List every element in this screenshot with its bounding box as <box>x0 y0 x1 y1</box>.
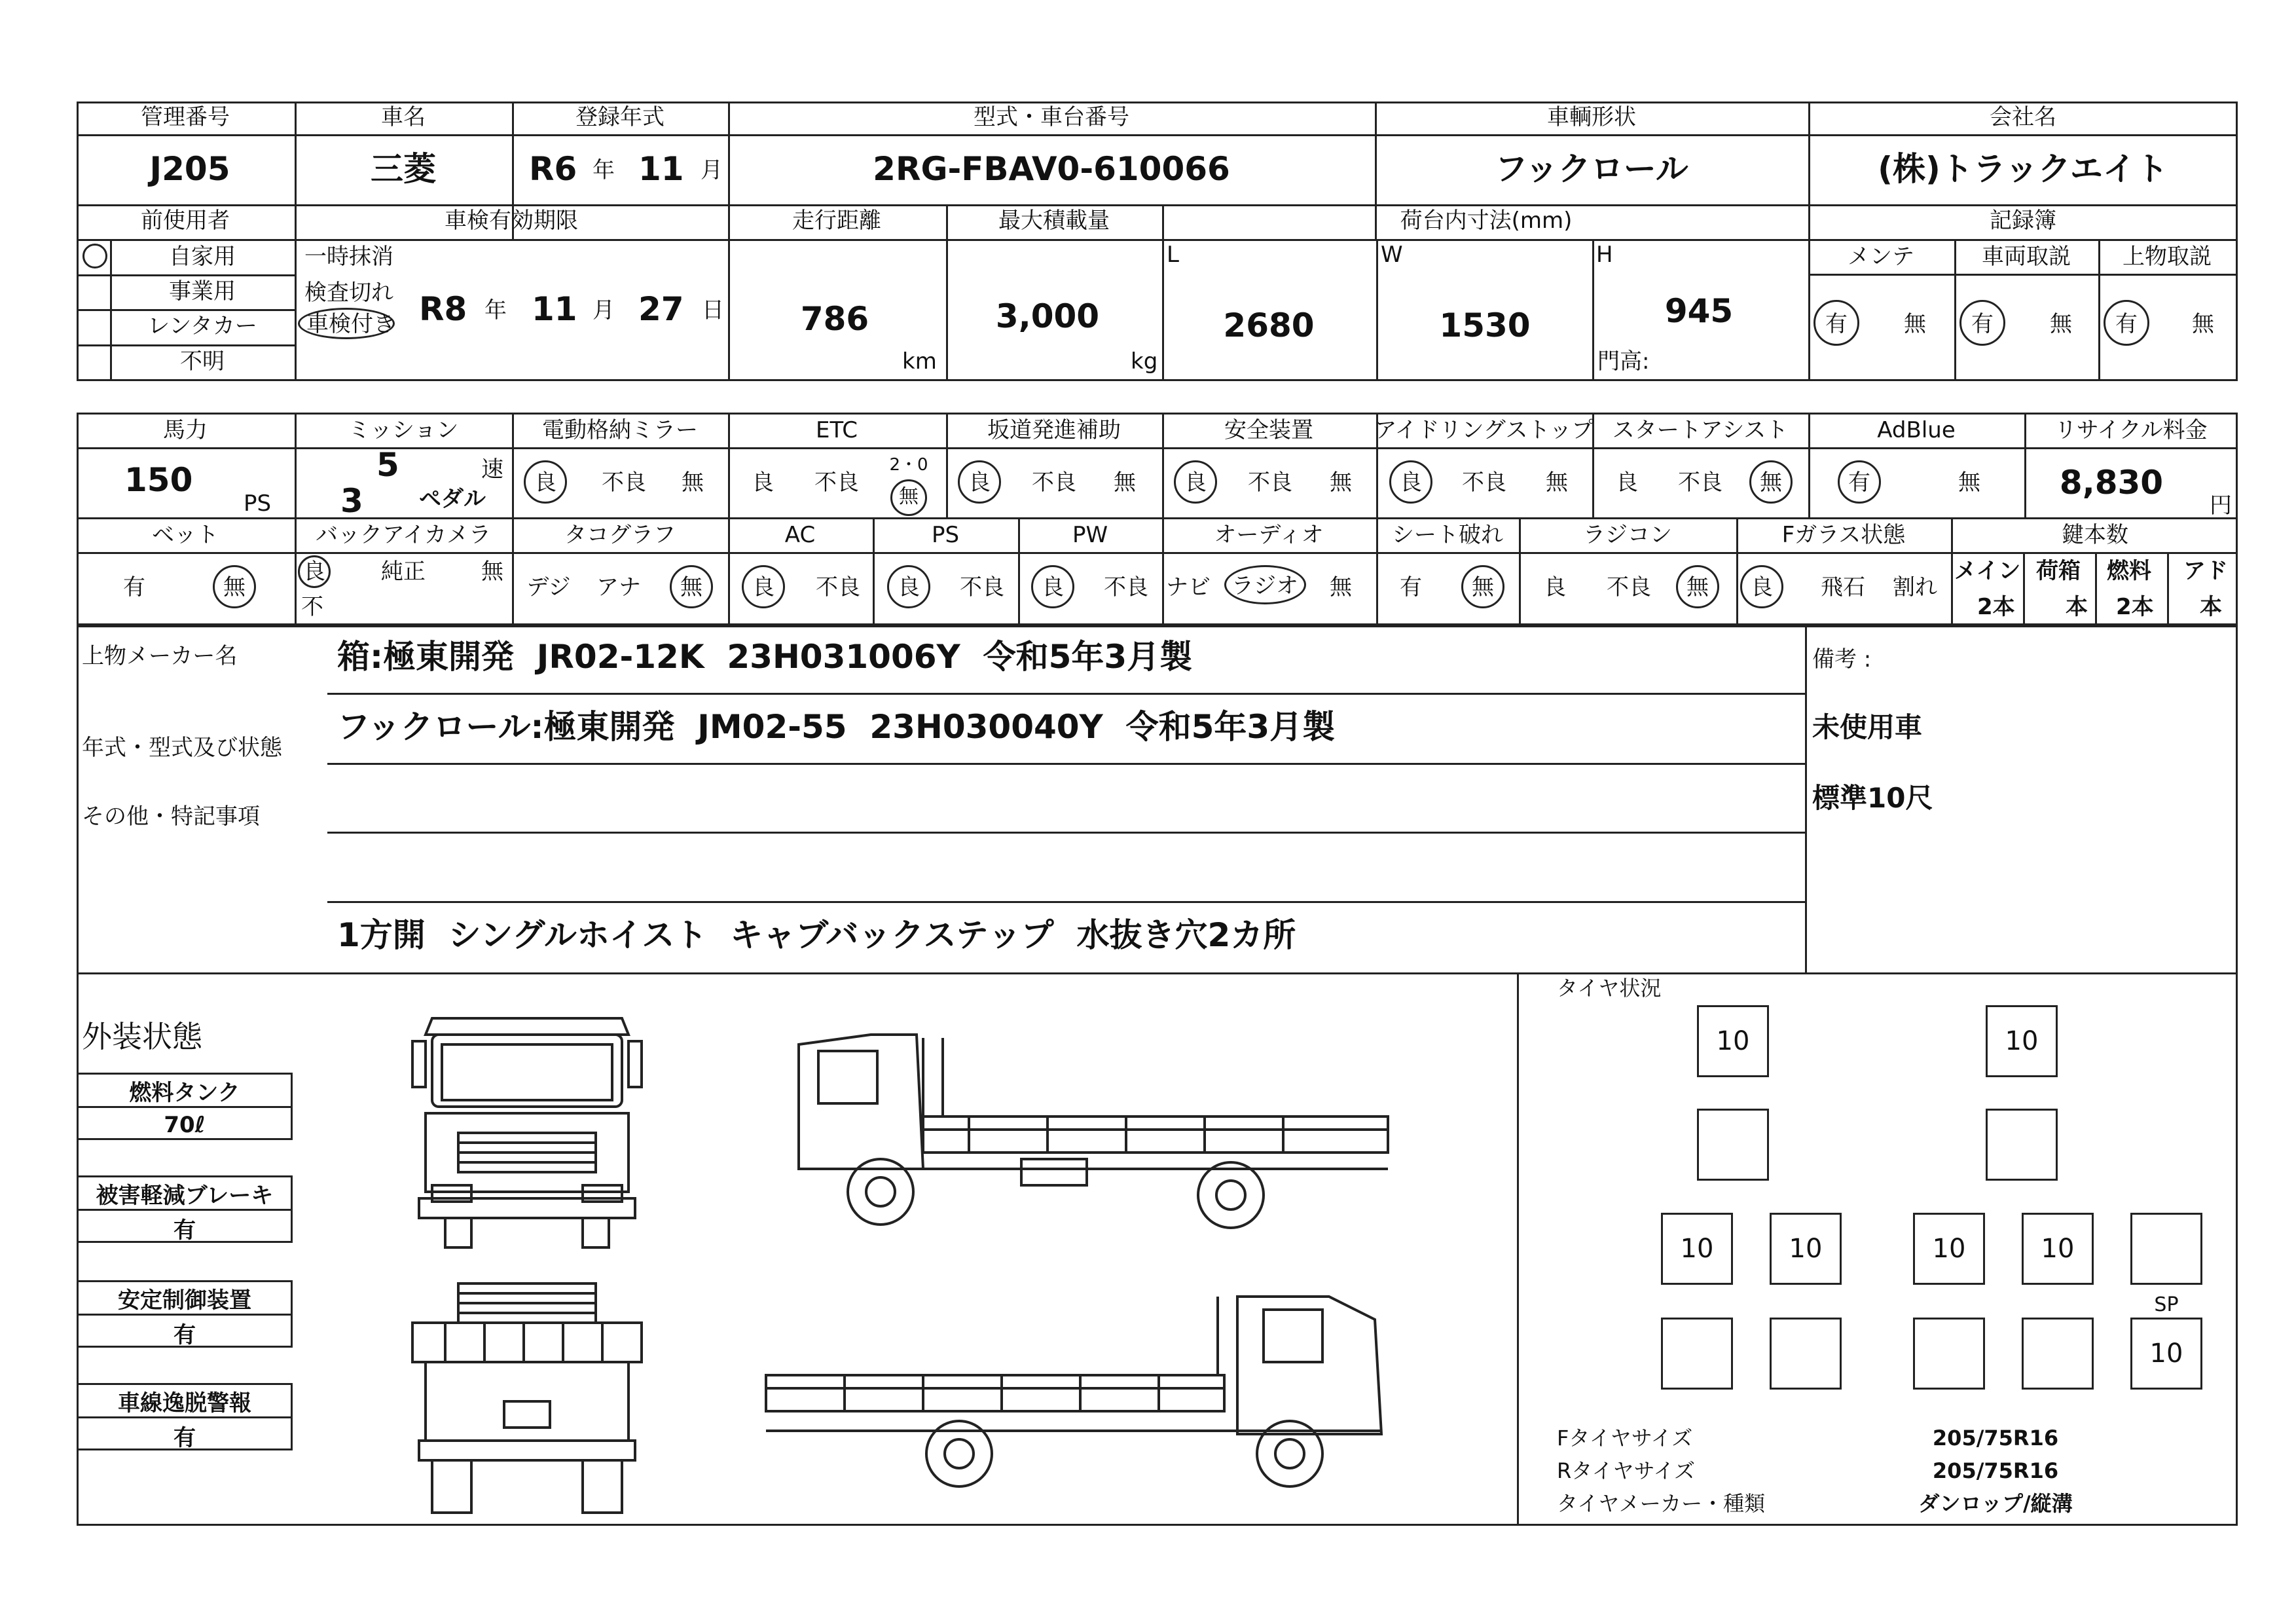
idling-none: 無 <box>1546 470 1568 496</box>
truck-front-view <box>406 1008 648 1251</box>
header-table <box>77 101 2238 381</box>
ac-bad: 不良 <box>816 574 860 600</box>
inspection-option: 一時抹消 <box>304 244 393 270</box>
label-hill-assist: 坂道発進補助 <box>987 417 1121 443</box>
tire-spare: 10 <box>2130 1318 2202 1390</box>
key-count: 本 <box>2066 594 2088 620</box>
tire-maker-label: タイヤメーカー・種類 <box>1557 1491 1766 1516</box>
prev-user-option: 不明 <box>180 348 225 375</box>
label-ac: AC <box>784 522 816 548</box>
tire-front-right: 10 <box>1986 1005 2058 1077</box>
label-katashiki: 型式・車台番号 <box>974 104 1129 130</box>
safety-bad: 不良 <box>1248 470 1292 496</box>
label-records: 記録簿 <box>1990 208 2056 234</box>
label-ps: PS <box>931 522 960 548</box>
exterior-item-value: 有 <box>173 1217 196 1244</box>
inspection-option: 検査切れ <box>304 280 393 306</box>
mission-speed-unit: 速 <box>481 456 503 483</box>
pw-bad: 不良 <box>1104 574 1148 600</box>
tire-rear2-right-outer <box>2022 1318 2094 1390</box>
camera-good: 良 <box>303 559 325 585</box>
label-prev-user: 前使用者 <box>141 208 230 234</box>
safety-none: 無 <box>1330 470 1352 496</box>
seat-yes: 有 <box>1400 574 1422 600</box>
label-keys: 鍵本数 <box>2062 522 2128 548</box>
exterior-title: 外装状態 <box>82 1019 202 1054</box>
rear-tire-size: 205/75R16 <box>1932 1458 2059 1483</box>
dim-L-label: L <box>1167 242 1179 268</box>
label-recycle: リサイクル料金 <box>2054 417 2208 443</box>
label-toroku: 登録年式 <box>575 104 665 130</box>
year-unit: 年 <box>592 157 615 183</box>
company-name: (株)トラックエイト <box>1878 150 2168 188</box>
ps-bad: 不良 <box>960 574 1004 600</box>
label-shamei: 車名 <box>381 104 426 130</box>
remote-good: 良 <box>1544 574 1566 600</box>
record-yes: 有 <box>1971 311 1994 337</box>
record-label: 車両取説 <box>1982 244 2071 270</box>
prev-user-option: レンタカー <box>147 313 257 339</box>
record-no: 無 <box>1904 311 1926 337</box>
label-etc: ETC <box>816 417 858 443</box>
record-no: 無 <box>2050 311 2072 337</box>
exterior-item-label: 被害軽減ブレーキ <box>79 1177 291 1211</box>
remote-none: 無 <box>1686 574 1709 600</box>
hp-value: 150 <box>124 461 193 499</box>
exterior-item-lane <box>77 1383 293 1450</box>
label-start-assist: スタートアシスト <box>1612 417 1789 443</box>
inspection-day-unit: 日 <box>702 297 724 323</box>
label-safety: 安全装置 <box>1224 417 1313 443</box>
tire-rear-right-outer: 10 <box>2022 1213 2094 1285</box>
label-max-load: 最大積載量 <box>998 208 1110 234</box>
glass-good: 良 <box>1751 574 1773 600</box>
prev-user-option: 事業用 <box>169 278 236 304</box>
mirror-none: 無 <box>682 470 704 496</box>
remote-bad: 不良 <box>1607 574 1651 600</box>
tire-rear2-left-inner <box>1770 1318 1842 1390</box>
label-pw: PW <box>1072 522 1108 548</box>
audio-none: 無 <box>1330 574 1352 600</box>
key-label: 燃料 <box>2107 558 2151 584</box>
remarks-label: 備考 : <box>1812 646 1872 673</box>
notes-label-year: 年式・型式及び状態 <box>82 735 282 761</box>
exterior-item-fuel <box>77 1073 293 1140</box>
tire-rear-left-inner: 10 <box>1770 1213 1842 1285</box>
etc-good: 良 <box>752 470 774 496</box>
prev-user-mark <box>82 244 107 268</box>
maker-name: 三菱 <box>371 150 436 188</box>
mirror-bad: 不良 <box>602 470 646 496</box>
exterior-item-value: 有 <box>173 1424 196 1451</box>
tire-title: タイヤ状況 <box>1557 976 1662 1001</box>
hill-none: 無 <box>1114 470 1136 496</box>
ac-good: 良 <box>752 574 774 600</box>
dim-L-value: 2680 <box>1223 306 1315 344</box>
tire-maker: ダンロップ/縦溝 <box>1918 1491 2073 1516</box>
remarks-line: 未使用車 <box>1812 711 1923 743</box>
inspection-year-unit: 年 <box>484 297 507 323</box>
notes-label-maker: 上物メーカー名 <box>82 643 238 669</box>
adblue-yes: 有 <box>1848 470 1870 496</box>
camera-bad: 不 <box>301 594 323 620</box>
tire-rear2-left-outer <box>1661 1318 1733 1390</box>
hill-bad: 不良 <box>1032 470 1076 496</box>
label-tachograph: タコグラフ <box>564 522 676 548</box>
key-count: 2本 <box>1977 594 2015 620</box>
label-bed: ベット <box>152 522 219 548</box>
bed-yes: 有 <box>123 574 145 600</box>
inspection-day: 27 <box>638 290 684 328</box>
mission-pedal: 3 <box>340 482 363 520</box>
tire-front-left: 10 <box>1697 1005 1769 1077</box>
tire-rear-left-outer: 10 <box>1661 1213 1733 1285</box>
tacho-digital: デジ <box>526 574 571 600</box>
inspection-month: 11 <box>532 290 577 328</box>
gate-height-label: 門高: <box>1597 348 1650 375</box>
label-keijo: 車輌形状 <box>1547 104 1636 130</box>
label-back-camera: バックアイカメラ <box>316 522 491 548</box>
notes-line: 1方開 シングルホイスト キャブバックステップ 水抜き穴2カ所 <box>337 916 1296 954</box>
mission-speed: 5 <box>376 446 399 484</box>
front-tire-size: 205/75R16 <box>1932 1426 2059 1450</box>
ps-good: 良 <box>898 574 920 600</box>
notes-line: フックロール:極東開発 JM02-55 23H030040Y 令和5年3月製 <box>337 708 1336 746</box>
front-tire-size-label: Fタイヤサイズ <box>1557 1426 1693 1450</box>
camera-genuine: 純正 <box>381 559 426 585</box>
inspection-era: R8 <box>419 290 467 328</box>
dim-W-value: 1530 <box>1439 306 1531 344</box>
start-bad: 不良 <box>1678 470 1722 496</box>
remarks-line: 標準10尺 <box>1812 782 1933 814</box>
recycle-unit: 円 <box>2210 492 2232 519</box>
dim-W-label: W <box>1381 242 1403 268</box>
kanri-number: J205 <box>149 150 230 188</box>
truck-rear-view <box>406 1277 648 1519</box>
safety-good: 良 <box>1184 470 1207 496</box>
dim-H-label: H <box>1596 242 1613 268</box>
month-unit: 月 <box>701 157 723 183</box>
tacho-none: 無 <box>680 574 702 600</box>
record-yes: 有 <box>1825 311 1848 337</box>
etc-none: 無 <box>899 485 919 508</box>
record-label: 上物取説 <box>2123 244 2212 270</box>
seat-no: 無 <box>1472 574 1494 600</box>
body-type: フックロール <box>1495 150 1688 188</box>
label-mission: ミッション <box>348 417 459 443</box>
label-kaisha: 会社名 <box>1990 104 2056 130</box>
mirror-good: 良 <box>534 470 556 496</box>
record-yes: 有 <box>2115 311 2138 337</box>
glass-chip: 飛石 <box>1821 574 1865 600</box>
start-good: 良 <box>1616 470 1638 496</box>
tacho-analog: アナ <box>596 574 641 600</box>
spare-label: SP <box>2154 1293 2179 1316</box>
exterior-item-value: 70ℓ <box>164 1112 206 1138</box>
key-label: アド <box>2183 558 2228 584</box>
exterior-item-stability <box>77 1280 293 1348</box>
idling-bad: 不良 <box>1462 470 1506 496</box>
notes-label-other: その他・特記事項 <box>82 803 260 830</box>
mission-pedal-unit: ペダル <box>419 486 486 512</box>
exterior-item-value: 有 <box>173 1321 196 1348</box>
max-load-value: 3,000 <box>995 297 1100 335</box>
label-hp: 馬力 <box>163 417 208 443</box>
exterior-item-brake <box>77 1175 293 1243</box>
glass-crack: 割れ <box>1893 574 1937 600</box>
audio-navi: ナビ <box>1166 574 1211 600</box>
model-number: 2RG-FBAV0-610066 <box>873 150 1230 188</box>
label-mirror: 電動格納ミラー <box>542 417 698 443</box>
prev-user-option: 自家用 <box>169 244 236 270</box>
key-count: 2本 <box>2116 594 2154 620</box>
tire-rear-right-inner: 10 <box>1913 1213 1985 1285</box>
record-no: 無 <box>2192 311 2214 337</box>
bed-no: 無 <box>223 574 246 600</box>
tire-mid-right <box>1986 1109 2058 1181</box>
label-mileage: 走行距離 <box>792 208 881 234</box>
registration-month: 11 <box>638 150 684 188</box>
truck-side-view-left <box>759 1283 1408 1513</box>
notes-line: 箱:極東開発 JR02-12K 23H031006Y 令和5年3月製 <box>337 638 1193 676</box>
dim-H-value: 945 <box>1664 292 1734 330</box>
label-seat: シート破れ <box>1392 522 1503 548</box>
exterior-item-label: 安定制御装置 <box>79 1282 291 1316</box>
record-label: メンテ <box>1848 244 1914 270</box>
start-none: 無 <box>1760 470 1782 496</box>
audio-radio: ラジオ <box>1231 573 1298 599</box>
tire-mid-left <box>1697 1109 1769 1181</box>
mileage-unit: km <box>902 348 937 375</box>
key-label: 荷箱 <box>2036 558 2081 584</box>
pw-good: 良 <box>1042 574 1064 600</box>
hill-good: 良 <box>968 470 991 496</box>
label-bed-dims: 荷台内寸法(mm) <box>1400 208 1573 234</box>
truck-side-view-right <box>773 1018 1401 1247</box>
inspection-option: 車検付き <box>306 311 395 337</box>
exterior-item-label: 車線逸脱警報 <box>79 1385 291 1418</box>
idling-good: 良 <box>1400 470 1422 496</box>
label-inspection: 車検有効期限 <box>445 208 578 234</box>
label-audio: オーディオ <box>1214 522 1324 548</box>
label-remote: ラジコン <box>1583 522 1672 548</box>
key-label: メイン <box>1954 558 2021 584</box>
exterior-item-label: 燃料タンク <box>79 1075 291 1108</box>
label-idling-stop: アイドリングストップ <box>1374 417 1594 443</box>
year-era: R6 <box>529 150 577 188</box>
recycle-value: 8,830 <box>2059 464 2164 502</box>
tire-extra <box>2130 1213 2202 1285</box>
tire-rear2-right-inner <box>1913 1318 1985 1390</box>
key-count: 本 <box>2200 594 2222 620</box>
camera-none: 無 <box>481 559 503 585</box>
hp-unit: PS <box>244 490 272 517</box>
label-glass: Fガラス状態 <box>1781 522 1906 548</box>
rear-tire-size-label: Rタイヤサイズ <box>1557 1458 1696 1483</box>
etc-bad: 不良 <box>814 470 859 496</box>
label-adblue: AdBlue <box>1877 417 1956 443</box>
etc-note: 2・0 <box>889 455 928 475</box>
mileage-value: 786 <box>800 300 869 338</box>
max-load-unit: kg <box>1131 348 1158 375</box>
adblue-no: 無 <box>1958 470 1980 496</box>
inspection-month-unit: 月 <box>592 297 615 323</box>
label-kanri: 管理番号 <box>141 104 230 130</box>
